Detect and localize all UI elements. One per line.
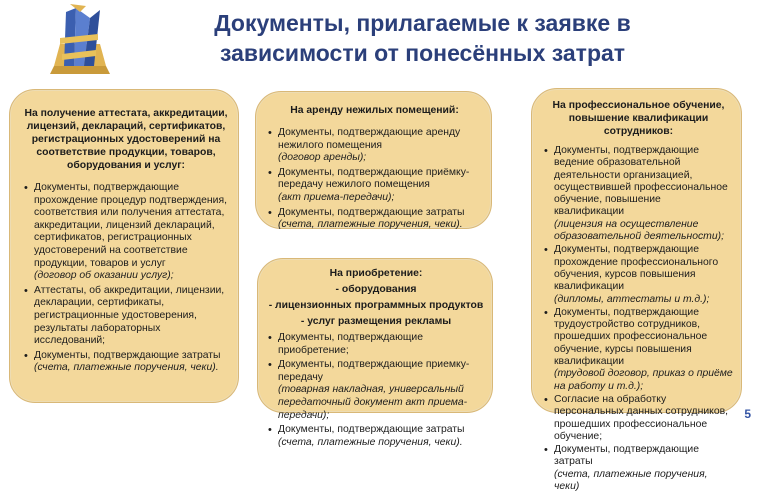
list-item: • Документы, подтверждающие затраты (счета, платежные поручения, чеки). (268, 207, 481, 232)
list-item: • Документы, подтверждающие затраты (счета, платежные поручения, чеки). (24, 350, 228, 375)
item-note: (лицензия на осуществление образовательной деятельности); (554, 218, 724, 243)
item-note: (договор об оказании услуг); (34, 270, 174, 282)
card-heading: На аренду нежилых помещений: (290, 105, 459, 116)
card-heading: На профессиональное обучение, повышение квалификации сотрудников: (552, 100, 725, 137)
page-number: 5 (744, 407, 751, 421)
item-note: (счета, платежные поручения, чеки) (554, 468, 708, 493)
list-item: • Документы, подтверждающие трудоустройство сотрудников, прошедших профессиональное обучение, курсы повышения квалификации (трудовой договор, приказ о приёме на работу и т.д.); (544, 307, 733, 393)
card-heading: На приобретение: - оборудования - лицензионных программных продуктов - услуг размещения рекламы (268, 268, 484, 327)
rent-card (255, 91, 492, 229)
document-list (24, 182, 228, 375)
title-line-2: зависимости от понесённых затрат (219, 40, 626, 66)
item-note: (договор аренды); (278, 152, 367, 164)
list-item: • Документы, подтверждающие затраты (счета, платежные поручения, чеки) (544, 444, 733, 493)
training-card (531, 88, 742, 493)
item-note: (счета, платежные поручения, чеки). (278, 219, 463, 231)
item-note: (счета, платежные поручения, чеки). (34, 362, 219, 374)
certification-card (9, 89, 239, 403)
document-list (268, 127, 481, 232)
list-item: • Документы, подтверждающие затраты (счета, платежные поручения, чеки). (268, 424, 484, 449)
item-note: (дипломы, аттестаты и т.д.); (554, 293, 710, 305)
item-note: (товарная накладная, универсальный передаточный документ акт приема-передачи); (278, 384, 468, 421)
list-item: • Аттестаты, об аккредитации, лицензии, декларации, сертификаты, регистрационные удостоверения, результаты лабораторных исследований; (24, 285, 228, 348)
list-item: • Документы, подтверждающие прохождение профессионального обучения, курсов повышения квалификации (дипломы, аттестаты и т.д.); (544, 244, 733, 305)
item-note: (счета, платежные поручения, чеки). (278, 436, 463, 448)
list-item: • Документы, подтверждающие приобретение; (268, 332, 484, 357)
emblem-logo (40, 4, 118, 76)
list-item: • Документы, подтверждающие приемку-передачу (товарная накладная, универсальный передаточный документ акт приема-передачи); (268, 359, 484, 422)
document-list (544, 145, 733, 493)
list-item: • Документы, подтверждающие приёмку-передачу нежилого помещения (акт приема-передачи); (268, 167, 481, 205)
page-title (150, 8, 695, 68)
item-note: (трудовой договор, приказ о приёме на работу и т.д.); (554, 368, 733, 392)
list-item: • Документы, подтверждающие аренду нежилого помещения (договор аренды); (268, 127, 481, 165)
card-heading: На получение аттестата, аккредитации, лицензий, деклараций, сертификатов, регистрационных удостоверений на соответствие продукции, товаров, оборудования и услуг: (24, 108, 228, 171)
title-line-1: Документы, прилагаемые к заявке в (214, 10, 631, 36)
list-item: • Документы, подтверждающие ведение образовательной деятельности организацией, осуществившей профессиональное обучение, повышение квалификации (лицензия на осуществление образовательной деятельности); (544, 145, 733, 243)
list-item: • Согласие на обработку персональных данных сотрудников, прошедших профессиональное обучение; (544, 394, 733, 443)
purchase-card (257, 258, 493, 448)
document-list (268, 332, 484, 449)
list-item: • Документы, подтверждающие прохождение процедур подтверждения, соответствия или получения аттестата, аккредитации, лицензий деклараций, сертификатов, регистрационных удостоверений на соответствие продукции, товаров и услуг (договор об оказании услуг); (24, 182, 228, 283)
item-note: (акт приема-передачи); (278, 191, 395, 203)
